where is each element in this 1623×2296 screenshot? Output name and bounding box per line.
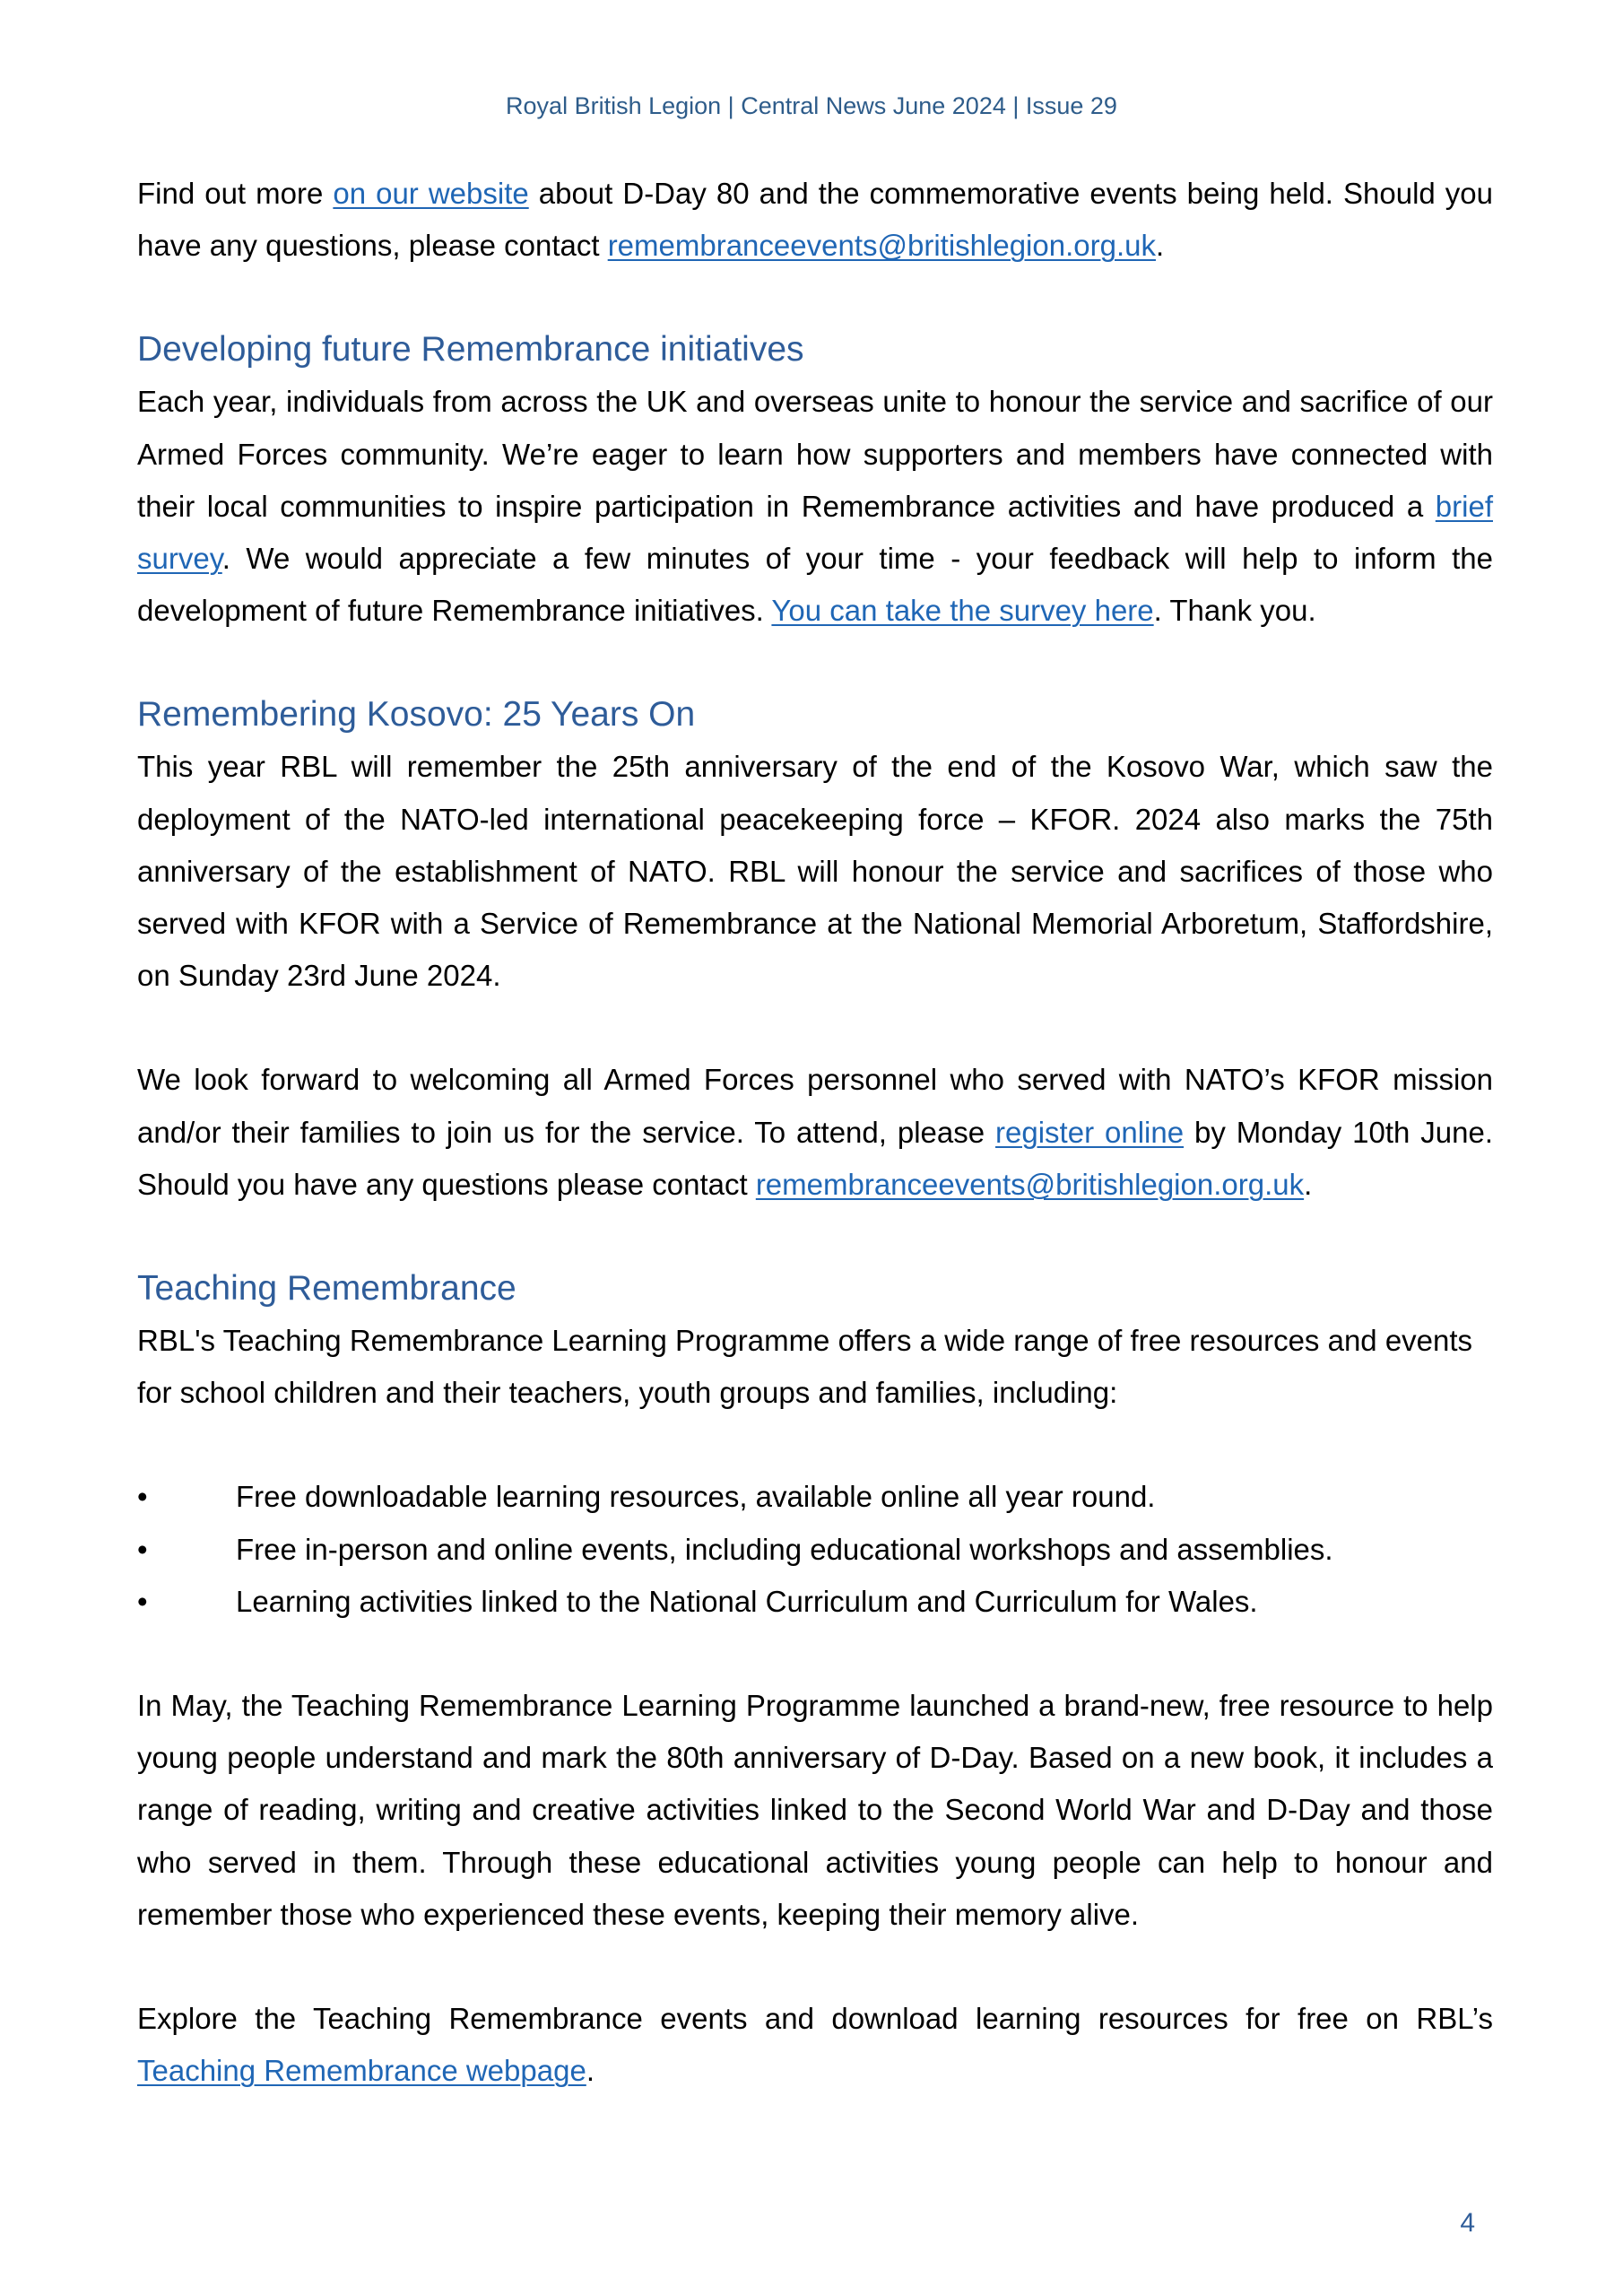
website-link[interactable]: on our website bbox=[333, 177, 529, 210]
kosovo-text-3: . bbox=[1304, 1167, 1313, 1201]
running-header: Royal British Legion | Central News June 2024 | Issue 29 bbox=[506, 92, 1117, 119]
teaching-paragraph-2: In May, the Teaching Remembrance Learning Programme launched a brand-new, free resource to help young people understand and mark the 80th anniversary of D-Day. Based on a new book, it includes a range of reading, writing and creative activities linked to the Second World War and D-Day and those who served in them. Through these educational activities young people can help to honour and remember those who experienced these events, keeping their memory alive. bbox=[137, 1689, 1493, 1931]
teaching-paragraph-3 bbox=[137, 1993, 1493, 2097]
intro-text-2: about D-Day 80 and the commemorative events being held. Should you have any questions, please contact bbox=[137, 177, 1493, 263]
bullet-icon: • bbox=[137, 1480, 148, 1514]
intro-text-1: Find out more bbox=[137, 177, 334, 210]
kosovo-paragraph-1: This year RBL will remember the 25th anniversary of the end of the Kosovo War, which saw the deployment of the NATO-led international peacekeeping force – KFOR. 2024 also marks the 75th anniversary of the establishment of NATO. RBL will honour the service and sacrifices of those who served with KFOR with a Service of Remembrance at the National Memorial Arboretum, Staffordshire, on Sunday 23rd June 2024. bbox=[137, 750, 1493, 993]
brief-survey-link[interactable]: brief survey bbox=[137, 489, 1493, 576]
take-survey-link[interactable]: You can take the survey here bbox=[771, 594, 1154, 628]
teaching-text-2: . bbox=[586, 2054, 595, 2088]
spacer bbox=[137, 1628, 1493, 1680]
list-item-text: Learning activities linked to the National Curriculum and Curriculum for Wales. bbox=[236, 1584, 1258, 1618]
future-initiatives-paragraph bbox=[137, 376, 1493, 637]
kosovo-text-2: by Monday 10th June. Should you have any questions please contact bbox=[137, 1115, 1494, 1201]
kosovo-paragraph-2 bbox=[137, 1054, 1493, 1211]
future-text-2: . We would appreciate a few minutes of your time - your feedback will help to inform the development of future Remembrance initiatives. bbox=[137, 542, 1493, 628]
spacer bbox=[137, 1002, 1493, 1054]
bullet-icon: • bbox=[137, 1584, 148, 1618]
spacer bbox=[137, 637, 1493, 689]
spacer bbox=[137, 1211, 1493, 1263]
teaching-bullet-list bbox=[137, 1471, 1493, 1628]
future-text-3: . Thank you. bbox=[1153, 594, 1316, 628]
list-item bbox=[137, 1524, 1493, 1576]
spacer bbox=[137, 1941, 1493, 1993]
register-online-link[interactable]: register online bbox=[995, 1115, 1185, 1149]
list-item bbox=[137, 1576, 1493, 1628]
teaching-intro-paragraph: RBL's Teaching Remembrance Learning Programme offers a wide range of free resources and events for school children and their teachers, youth groups and families, including: bbox=[137, 1324, 1473, 1410]
intro-text-3: . bbox=[1155, 229, 1165, 263]
page-number: 4 bbox=[1460, 2208, 1475, 2238]
list-item-text: Free downloadable learning resources, available online all year round. bbox=[236, 1480, 1156, 1514]
spacer bbox=[137, 272, 1493, 324]
email-link[interactable]: remembranceevents@britishlegion.org.uk bbox=[607, 229, 1156, 263]
teaching-text-1: Explore the Teaching Remembrance events and download learning resources for free on RBL’s bbox=[137, 2002, 1493, 2036]
teaching-webpage-link[interactable]: Teaching Remembrance webpage bbox=[137, 2054, 586, 2088]
future-text-1: Each year, individuals from across the UK and overseas unite to honour the service and sacrifice of our Armed Forces community. We’re eager to learn how supporters and members have connected with their local communities to inspire participation in Remembrance activities and have produced a bbox=[137, 385, 1493, 523]
section-heading-kosovo: Remembering Kosovo: 25 Years On bbox=[137, 695, 696, 735]
spacer bbox=[137, 1419, 1493, 1471]
bullet-icon: • bbox=[137, 1532, 148, 1566]
intro-paragraph bbox=[137, 168, 1493, 272]
list-item-text: Free in-person and online events, including educational workshops and assemblies. bbox=[236, 1532, 1333, 1566]
kosovo-text-1: We look forward to welcoming all Armed Forces personnel who served with NATO’s KFOR mission and/or their families to join us for the service. To attend, please bbox=[137, 1063, 1493, 1149]
list-item bbox=[137, 1471, 1493, 1523]
email-link[interactable]: remembranceevents@britishlegion.org.uk bbox=[755, 1167, 1305, 1201]
section-heading-teaching: Teaching Remembrance bbox=[137, 1269, 516, 1309]
page-content bbox=[137, 168, 1493, 2097]
section-heading-future-initiatives: Developing future Remembrance initiatives bbox=[137, 330, 804, 370]
